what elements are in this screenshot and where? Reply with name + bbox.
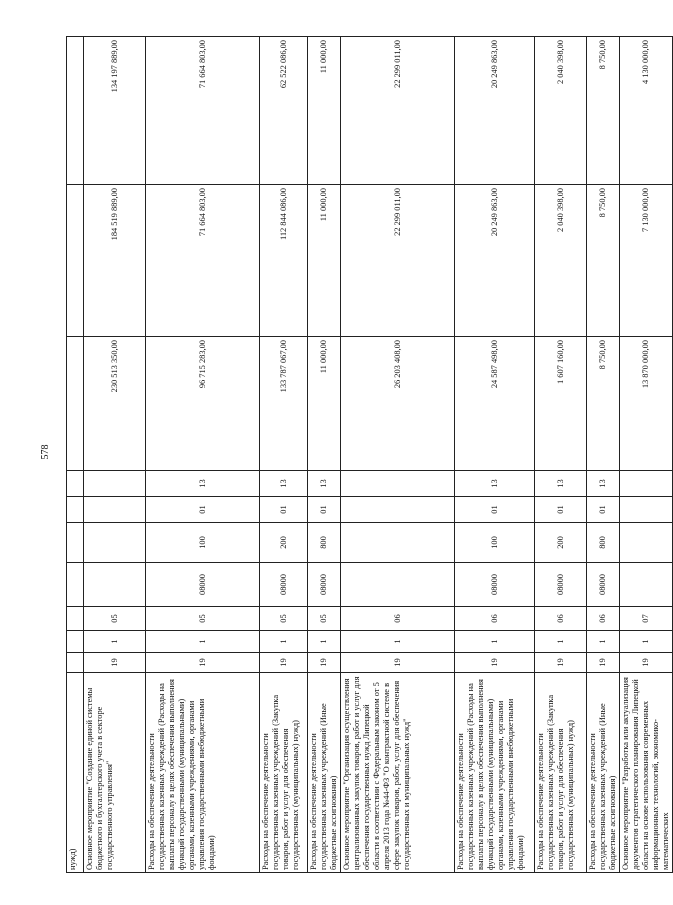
row-code-expense-type bbox=[341, 523, 455, 563]
table-row bbox=[67, 37, 84, 873]
table-row bbox=[587, 37, 620, 873]
page-number: 578 bbox=[40, 444, 51, 460]
row-code-direction bbox=[84, 563, 146, 607]
budget-table-rotated bbox=[66, 37, 670, 873]
row-amount-3: 62 522 086,00 bbox=[260, 37, 308, 185]
row-code-event: 05 bbox=[260, 607, 308, 631]
row-code-subprogram bbox=[67, 631, 84, 653]
row-amount-3: 71 664 803,00 bbox=[146, 37, 260, 185]
row-code-direction bbox=[620, 563, 673, 607]
table-row bbox=[308, 37, 341, 873]
row-amount-2 bbox=[67, 185, 84, 337]
row-amount-2: 7 130 000,00 bbox=[620, 185, 673, 337]
row-amount-1: 1 607 160,00 bbox=[535, 337, 587, 471]
row-amount-1 bbox=[67, 337, 84, 471]
row-code-expense-type: 200 bbox=[260, 523, 308, 563]
row-code-admin: 19 bbox=[587, 653, 620, 673]
table-row bbox=[146, 37, 260, 873]
row-code-expense-type: 800 bbox=[308, 523, 341, 563]
row-code-section bbox=[84, 497, 146, 523]
row-amount-2: 2 040 398,00 bbox=[535, 185, 587, 337]
row-name: Основное мероприятие "Создание единой системы бюджетного и бухгалтерского учета в секторе государственного управления" bbox=[84, 673, 146, 873]
row-code-section: 01 bbox=[308, 497, 341, 523]
row-code-subsection: 13 bbox=[535, 471, 587, 497]
row-code-event: 05 bbox=[84, 607, 146, 631]
row-amount-2: 184 519 889,00 bbox=[84, 185, 146, 337]
row-amount-3: 11 000,00 bbox=[308, 37, 341, 185]
row-code-admin: 19 bbox=[308, 653, 341, 673]
row-code-section bbox=[67, 497, 84, 523]
row-code-admin: 19 bbox=[341, 653, 455, 673]
row-amount-1: 24 587 498,00 bbox=[455, 337, 535, 471]
table-row bbox=[535, 37, 587, 873]
row-amount-2: 8 750,00 bbox=[587, 185, 620, 337]
row-code-subsection: 13 bbox=[146, 471, 260, 497]
row-code-direction bbox=[341, 563, 455, 607]
table-row bbox=[341, 37, 455, 873]
row-name: Расходы на обеспечение деятельности государственных казенных учреждений (Закупка товаров, работ и услуг для обеспечения государственных (муниципальных) нужд) bbox=[260, 673, 308, 873]
row-code-event: 06 bbox=[455, 607, 535, 631]
row-code-admin: 19 bbox=[146, 653, 260, 673]
row-name: Основное мероприятие "Разработка или актуализация документов стратегического планирования Липецкой области на основе использования современных информационных технологий, экономико-математических bbox=[620, 673, 673, 873]
row-amount-1: 230 513 350,00 bbox=[84, 337, 146, 471]
row-name: Расходы на обеспечение деятельности государственных казенных учреждений (Иные бюджетные ассигнования) bbox=[587, 673, 620, 873]
row-code-subsection bbox=[67, 471, 84, 497]
row-code-subsection bbox=[620, 471, 673, 497]
row-code-admin: 19 bbox=[455, 653, 535, 673]
row-code-section: 01 bbox=[146, 497, 260, 523]
row-code-direction: 08000 bbox=[535, 563, 587, 607]
row-amount-3: 22 299 011,00 bbox=[341, 37, 455, 185]
row-code-section bbox=[620, 497, 673, 523]
row-code-section: 01 bbox=[260, 497, 308, 523]
row-amount-3: 20 249 863,00 bbox=[455, 37, 535, 185]
row-code-subprogram: 1 bbox=[260, 631, 308, 653]
row-amount-2: 71 664 803,00 bbox=[146, 185, 260, 337]
row-code-event: 07 bbox=[620, 607, 673, 631]
row-amount-1: 26 203 408,00 bbox=[341, 337, 455, 471]
row-code-admin bbox=[67, 653, 84, 673]
row-amount-3: 4 130 000,00 bbox=[620, 37, 673, 185]
budget-table-sheet bbox=[66, 37, 670, 873]
row-code-section: 01 bbox=[535, 497, 587, 523]
row-code-subsection: 13 bbox=[260, 471, 308, 497]
row-amount-2: 112 844 086,00 bbox=[260, 185, 308, 337]
row-code-event: 06 bbox=[341, 607, 455, 631]
row-name: Расходы на обеспечение деятельности государственных казенных учреждений (Иные бюджетные ассигнования) bbox=[308, 673, 341, 873]
row-code-subprogram: 1 bbox=[535, 631, 587, 653]
row-code-expense-type bbox=[84, 523, 146, 563]
table-row bbox=[620, 37, 673, 873]
row-code-subprogram: 1 bbox=[620, 631, 673, 653]
row-code-event bbox=[67, 607, 84, 631]
row-name: Расходы на обеспечение деятельности государственных казенных учреждений (Закупка товаров, работ и услуг для обеспечения государственных (муниципальных) нужд) bbox=[535, 673, 587, 873]
row-amount-1: 11 000,00 bbox=[308, 337, 341, 471]
row-code-expense-type: 100 bbox=[146, 523, 260, 563]
row-code-subprogram: 1 bbox=[341, 631, 455, 653]
row-code-subsection: 13 bbox=[308, 471, 341, 497]
row-code-section bbox=[341, 497, 455, 523]
row-code-subprogram: 1 bbox=[308, 631, 341, 653]
row-code-section: 01 bbox=[455, 497, 535, 523]
row-code-admin: 19 bbox=[535, 653, 587, 673]
row-code-subsection: 13 bbox=[455, 471, 535, 497]
row-code-subprogram: 1 bbox=[587, 631, 620, 653]
row-amount-1: 13 870 000,00 bbox=[620, 337, 673, 471]
row-code-expense-type: 800 bbox=[587, 523, 620, 563]
row-code-admin: 19 bbox=[260, 653, 308, 673]
row-code-event: 06 bbox=[535, 607, 587, 631]
budget-table bbox=[66, 36, 673, 873]
row-code-expense-type: 100 bbox=[455, 523, 535, 563]
budget-table-body bbox=[67, 37, 673, 873]
row-code-direction: 08000 bbox=[260, 563, 308, 607]
row-code-expense-type bbox=[67, 523, 84, 563]
table-row bbox=[84, 37, 146, 873]
row-code-section: 01 bbox=[587, 497, 620, 523]
table-row bbox=[260, 37, 308, 873]
row-code-direction: 08000 bbox=[146, 563, 260, 607]
row-name: Расходы на обеспечение деятельности государственных казенных учреждений (Расходы на выплаты персоналу в целях обеспечения выполнения функций государственными (муниципальными) органами, казенными учреждениями, органами управления государственными внебюджетными фондами) bbox=[146, 673, 260, 873]
row-code-expense-type: 200 bbox=[535, 523, 587, 563]
table-row bbox=[455, 37, 535, 873]
row-code-direction: 08000 bbox=[308, 563, 341, 607]
row-code-event: 06 bbox=[587, 607, 620, 631]
row-name: нужд) bbox=[67, 673, 84, 873]
row-amount-3: 2 040 398,00 bbox=[535, 37, 587, 185]
row-amount-3: 8 750,00 bbox=[587, 37, 620, 185]
row-code-subsection bbox=[84, 471, 146, 497]
row-amount-2: 20 249 863,00 bbox=[455, 185, 535, 337]
row-amount-1: 96 715 283,00 bbox=[146, 337, 260, 471]
row-code-admin: 19 bbox=[620, 653, 673, 673]
row-code-subsection: 13 bbox=[587, 471, 620, 497]
row-amount-1: 8 750,00 bbox=[587, 337, 620, 471]
row-code-expense-type bbox=[620, 523, 673, 563]
row-code-event: 05 bbox=[146, 607, 260, 631]
row-name: Расходы на обеспечение деятельности государственных казенных учреждений (Расходы на выплаты персоналу в целях обеспечения выполнения функций государственными (муниципальными) органами, казенными учреждениями, органами управления государственными внебюджетными фондами) bbox=[455, 673, 535, 873]
row-code-direction: 08000 bbox=[455, 563, 535, 607]
row-amount-3 bbox=[67, 37, 84, 185]
row-amount-1: 133 787 067,00 bbox=[260, 337, 308, 471]
row-amount-2: 11 000,00 bbox=[308, 185, 341, 337]
row-code-subprogram: 1 bbox=[455, 631, 535, 653]
row-amount-3: 134 197 889,00 bbox=[84, 37, 146, 185]
row-code-admin: 19 bbox=[84, 653, 146, 673]
row-code-subprogram: 1 bbox=[146, 631, 260, 653]
row-amount-2: 22 299 011,00 bbox=[341, 185, 455, 337]
row-code-event: 05 bbox=[308, 607, 341, 631]
row-code-direction: 08000 bbox=[587, 563, 620, 607]
row-code-subsection bbox=[341, 471, 455, 497]
row-name: Основное мероприятие "Организация осуществления централизованных закупок товаров, работ и услуг для обеспечения государственных нужд Липецкой области в соответствии с Федеральным законом от 5 апреля 2013 года №44-ФЗ "О контрактной системе в сфере закупок товаров, работ, услуг для обеспечения государственных и муниципальных нужд" bbox=[341, 673, 455, 873]
row-code-direction bbox=[67, 563, 84, 607]
row-code-subprogram: 1 bbox=[84, 631, 146, 653]
